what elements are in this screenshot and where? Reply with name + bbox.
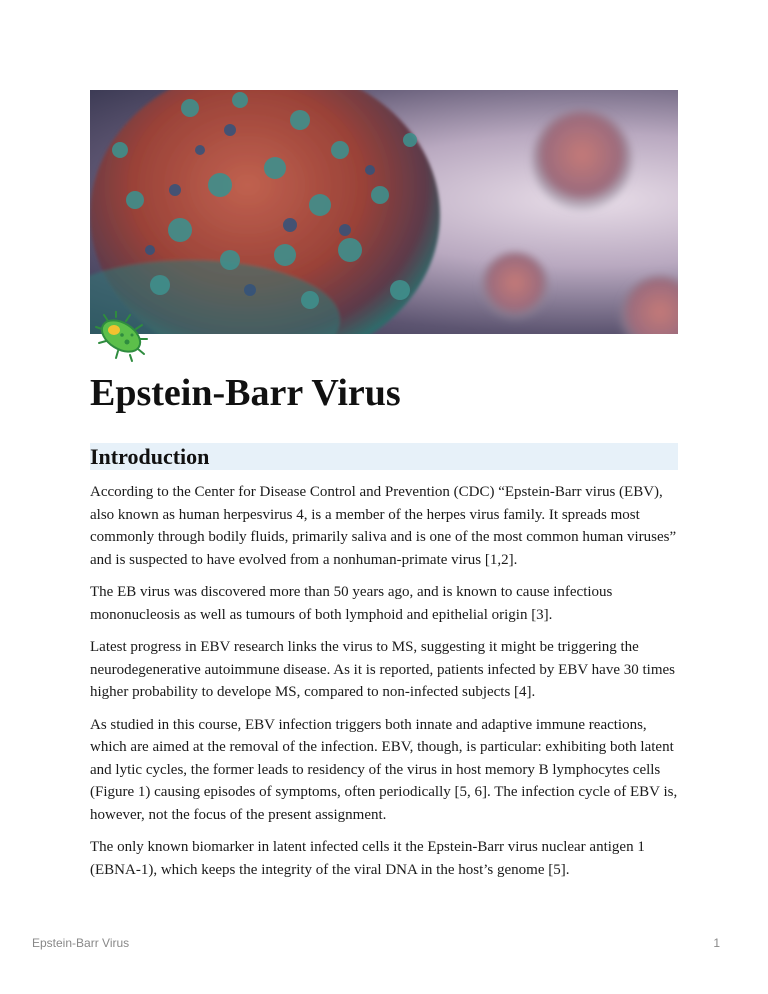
paragraph-1: According to the Center for Disease Control and Prevention (CDC) “Epstein-Barr virus (EBV), also known as human herpesvirus 4, is a member of the herpes virus family. It spreads most commonly through bodily fluids, primarily saliva and is one of the most common human viruses” and is suspected to have evolved from a nonhuman-primate virus [1,2]. [90, 484, 677, 568]
paragraph-3: Latest progress in EBV research links the virus to MS, suggesting it might be triggering the neurodegenerative autoimmune disease. As it is reported, patients infected by EBV have 30 times higher probability to develope MS, compared to non-infected subjects [4]. [90, 639, 675, 700]
section-heading: Introduction [90, 443, 678, 470]
paragraph-2: The EB virus was discovered more than 50 years ago, and is known to cause infectious mononucleosis as well as tumours of both lymphoid and epithelial origin [3]. [90, 584, 613, 623]
cover-image [90, 90, 678, 334]
footer-title: Epstein-Barr Virus [32, 936, 130, 950]
virus-illustration [90, 90, 678, 334]
microbe-icon[interactable] [94, 311, 150, 363]
paragraph-4: As studied in this course, EBV infection triggers both innate and adaptive immune reactions, which are aimed at the removal of the infection. EBV, though, is particular: exhibiting both latent and lytic cycles, the former leads to residency of the virus in host memory B lymphocytes cells (Figure 1) causing episodes of symptoms, often periodically [5, 6]. The infection cycle of EBV is, however, not the focus of the present assignment. [90, 716, 678, 823]
page-title: Epstein-Barr Virus [90, 372, 401, 414]
section-body [90, 481, 680, 891]
paragraph-5: The only known biomarker in latent infected cells it the Epstein-Barr virus nuclear antigen 1 (EBNA-1), which keeps the integrity of the viral DNA in the host’s genome [5]. [90, 839, 645, 878]
page-number: 1 [713, 936, 720, 950]
